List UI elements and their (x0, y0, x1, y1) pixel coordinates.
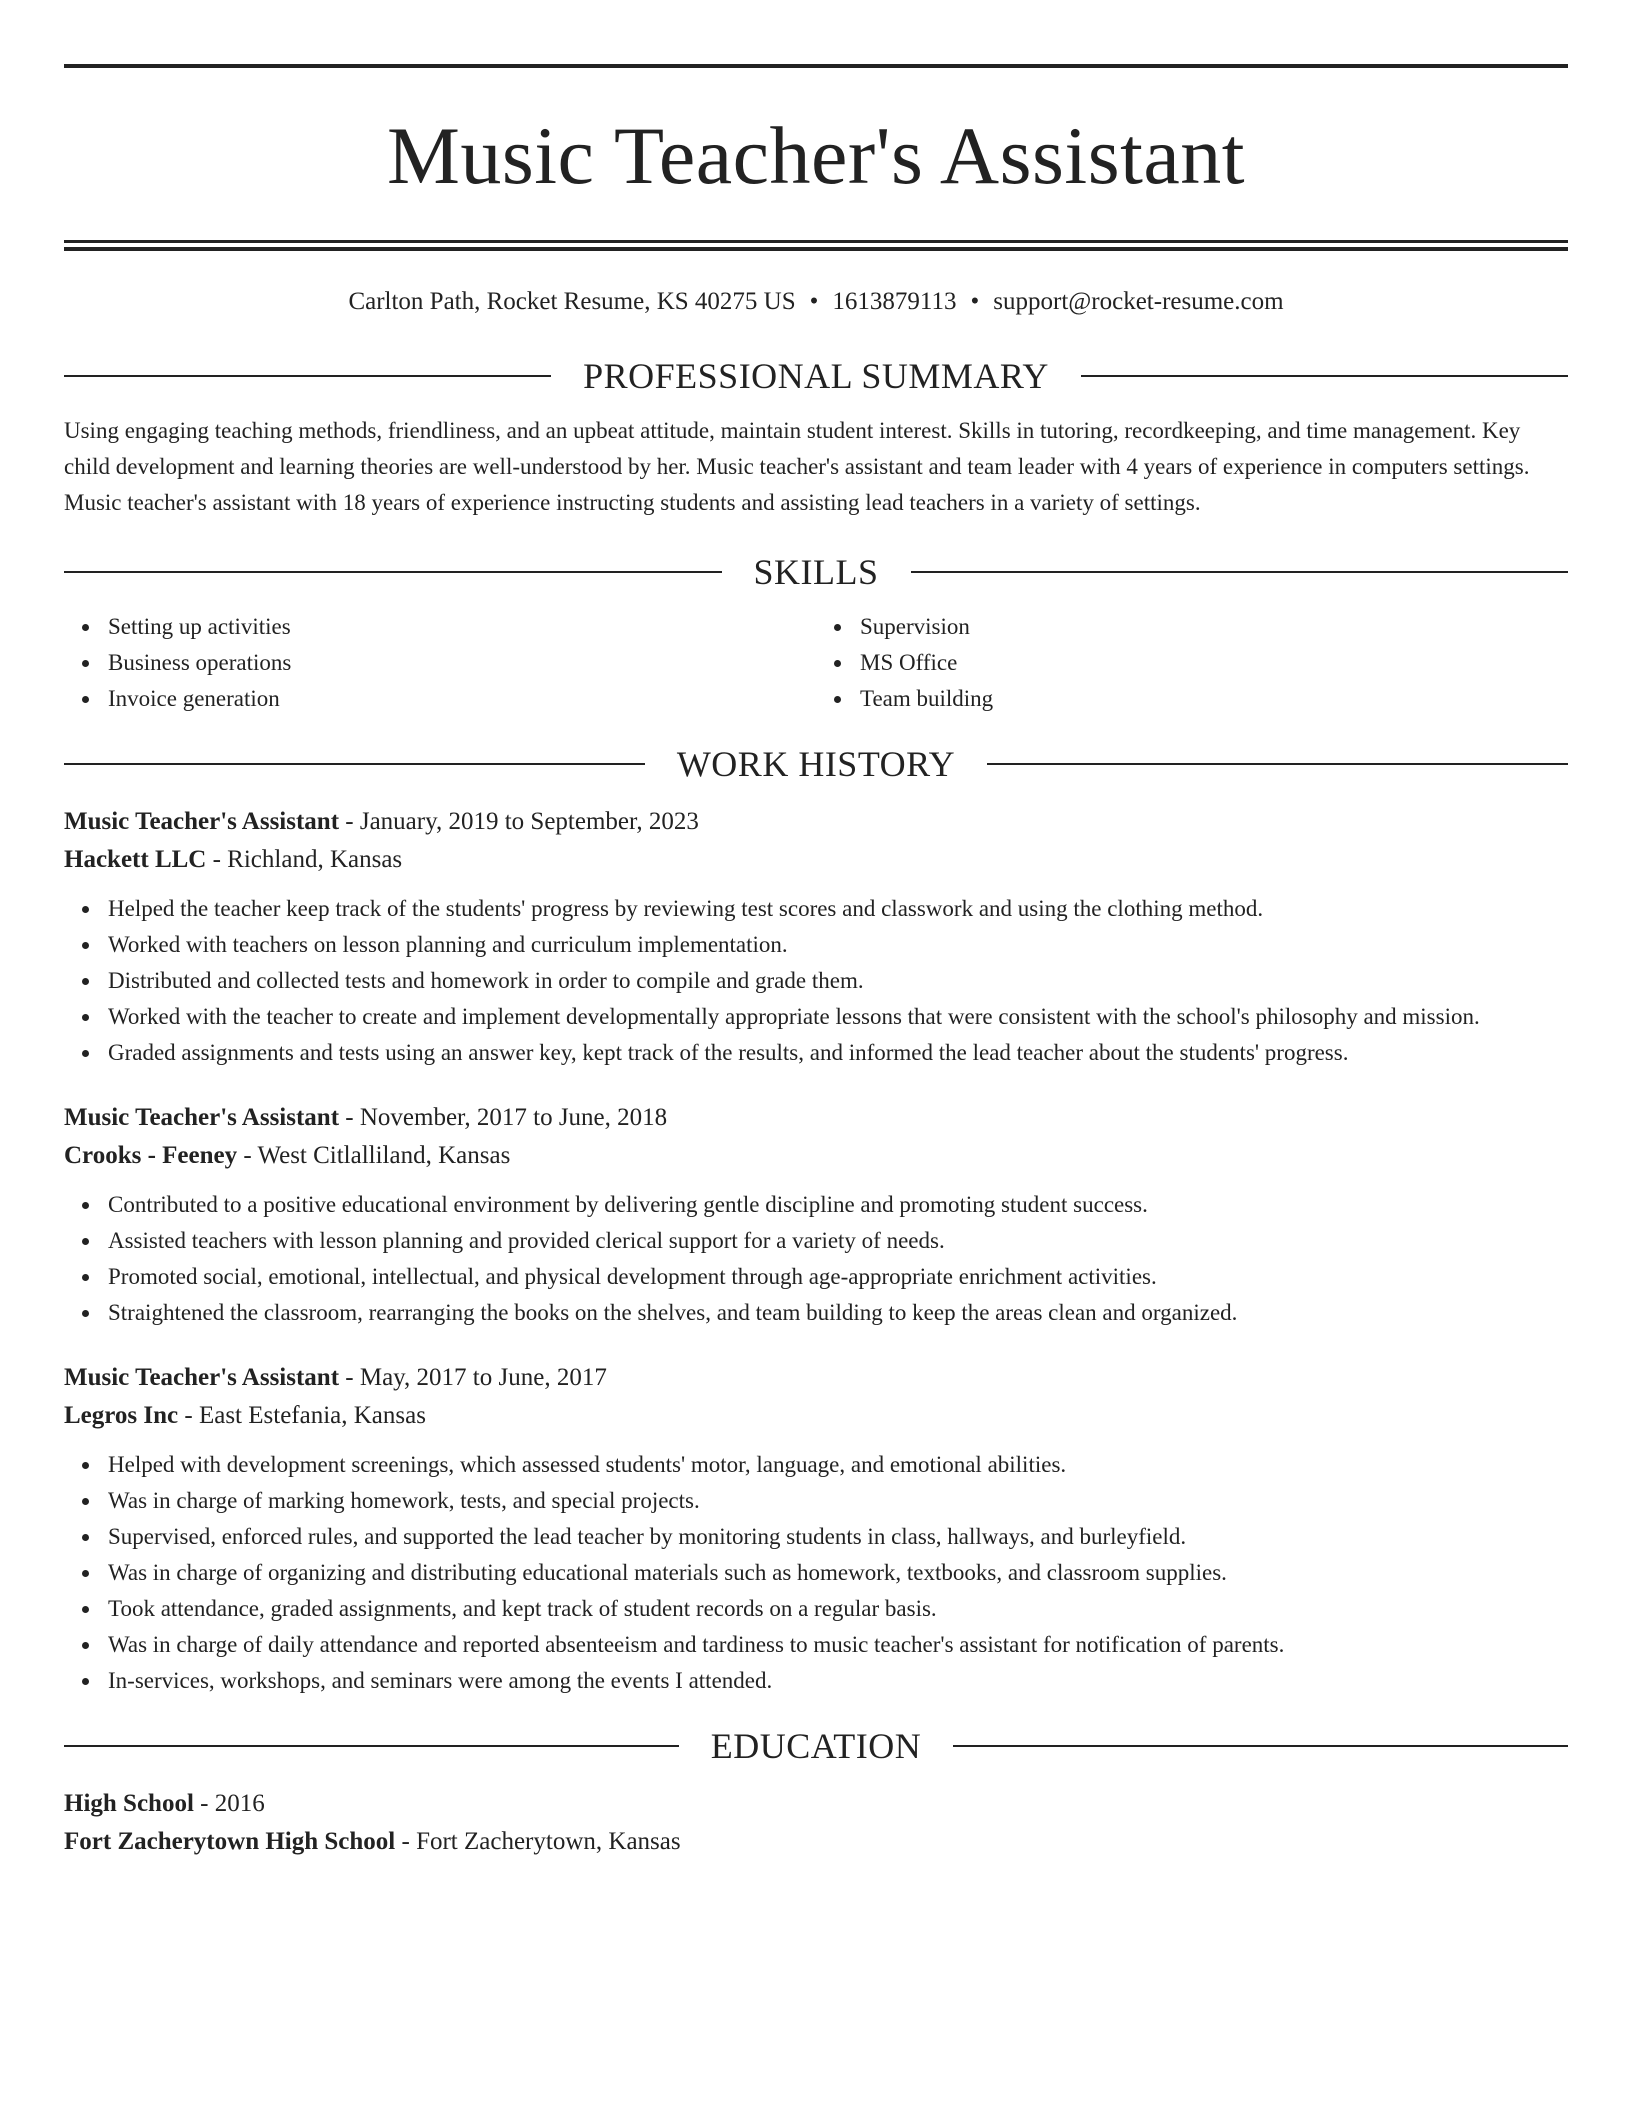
job-dates: - January, 2019 to September, 2023 (339, 808, 699, 835)
job-title-line (64, 1099, 1568, 1137)
education-school-line (64, 1823, 1568, 1861)
skills-grid (64, 609, 1568, 717)
job-bullet: Assisted teachers with lesson planning and provided clerical support for a variety of needs. (108, 1223, 1568, 1259)
contact-separator: • (970, 288, 980, 315)
job-dates: - November, 2017 to June, 2018 (339, 1104, 668, 1131)
job-title: Music Teacher's Assistant (64, 808, 340, 835)
job-bullet: Worked with teachers on lesson planning and curriculum implementation. (108, 927, 1568, 963)
job-company: Legros Inc (64, 1402, 179, 1429)
contact-line (64, 285, 1568, 319)
contact-email: support@rocket-resume.com (993, 288, 1284, 315)
job-bullet: Was in charge of organizing and distributing educational materials such as homework, textbooks, and classroom supplies. (108, 1555, 1568, 1591)
skill-item: Invoice generation (108, 681, 816, 717)
heading-rule-right (911, 571, 1569, 573)
resume-title: Music Teacher's Assistant (386, 110, 1246, 201)
skills-heading-row (64, 549, 1568, 595)
resume-page (64, 64, 1568, 1861)
job-company: Crooks - Feeney (64, 1142, 238, 1169)
job-bullet: Straightened the classroom, rearranging the books on the shelves, and team building to keep the areas clean and organized. (108, 1295, 1568, 1331)
job-bullet: Promoted social, emotional, intellectual, and physical development through age-appropriate enrichment activities. (108, 1259, 1568, 1295)
job-company-line (64, 1137, 1568, 1175)
skill-item: Setting up activities (108, 609, 816, 645)
job-entry (64, 1099, 1568, 1331)
work-heading: WORK HISTORY (676, 744, 956, 784)
job-title: Music Teacher's Assistant (64, 1364, 340, 1391)
heading-rule-right (987, 763, 1568, 765)
job-bullet: In-services, workshops, and seminars were among the events I attended. (108, 1663, 1568, 1699)
contact-phone: 1613879113 (832, 288, 957, 315)
job-bullet: Was in charge of daily attendance and reported absenteeism and tardiness to music teacher's assistant for notification of parents. (108, 1627, 1568, 1663)
heading-rule-right (953, 1745, 1568, 1747)
job-title-line (64, 1359, 1568, 1397)
summary-heading: PROFESSIONAL SUMMARY (583, 356, 1049, 396)
job-company-line (64, 1397, 1568, 1435)
job-bullet: Supervised, enforced rules, and supported the lead teacher by monitoring students in class, hallways, and burleyfield. (108, 1519, 1568, 1555)
skills-column-right (816, 609, 1568, 717)
job-company-line (64, 841, 1568, 879)
heading-rule-right (1081, 375, 1568, 377)
skill-item: Team building (860, 681, 1568, 717)
job-bullet: Was in charge of marking homework, tests, and special projects. (108, 1483, 1568, 1519)
job-bullet: Helped with development screenings, which assessed students' motor, language, and emotional abilities. (108, 1447, 1568, 1483)
summary-text: Using engaging teaching methods, friendliness, and an upbeat attitude, maintain student interest. Skills in tutoring, recordkeeping, and time management. Key child development and learning theories are well-understood by her. Music teacher's assistant and team leader with 4 years of experience in computers settings. Music teacher's assistant with 18 years of experience instructing students and assisting lead teachers in a variety of settings. (64, 418, 1530, 515)
skill-item: MS Office (860, 645, 1568, 681)
job-dates: - May, 2017 to June, 2017 (339, 1364, 607, 1391)
job-bullet: Worked with the teacher to create and implement developmentally appropriate lessons that were consistent with the school's philosophy and mission. (108, 999, 1568, 1035)
heading-rule-left (64, 1745, 679, 1747)
job-location: - East Estefania, Kansas (178, 1402, 426, 1429)
skills-column-left (64, 609, 816, 717)
skill-item: Business operations (108, 645, 816, 681)
skills-heading: SKILLS (753, 552, 879, 592)
education-year: - 2016 (193, 1790, 265, 1817)
job-entry (64, 1359, 1568, 1699)
education-heading: EDUCATION (710, 1726, 922, 1766)
job-title: Music Teacher's Assistant (64, 1104, 340, 1131)
job-location: - West Citlalliland, Kansas (237, 1142, 511, 1169)
job-bullet: Contributed to a positive educational environment by delivering gentle discipline and promoting student success. (108, 1187, 1568, 1223)
heading-rule-left (64, 375, 551, 377)
top-rule (64, 64, 1568, 68)
job-location: - Richland, Kansas (206, 846, 403, 873)
job-bullets (64, 1447, 1568, 1699)
job-bullet: Took attendance, graded assignments, and kept track of student records on a regular basis. (108, 1591, 1568, 1627)
job-bullets (64, 891, 1568, 1071)
education-degree-line (64, 1785, 1568, 1823)
title-double-rule (64, 240, 1568, 251)
job-bullets (64, 1187, 1568, 1331)
skill-item: Supervision (860, 609, 1568, 645)
education-school: Fort Zacherytown High School (64, 1828, 396, 1855)
job-entry (64, 803, 1568, 1071)
education-location: - Fort Zacherytown, Kansas (395, 1828, 681, 1855)
job-bullet: Helped the teacher keep track of the students' progress by reviewing test scores and classwork and using the clothing method. (108, 891, 1568, 927)
job-company: Hackett LLC (64, 846, 207, 873)
contact-separator: • (809, 288, 819, 315)
contact-address: Carlton Path, Rocket Resume, KS 40275 US (348, 288, 796, 315)
education-heading-row (64, 1723, 1568, 1769)
job-bullet: Graded assignments and tests using an answer key, kept track of the results, and informed the lead teacher about the students' progress. (108, 1035, 1568, 1071)
job-title-line (64, 803, 1568, 841)
job-bullet: Distributed and collected tests and homework in order to compile and grade them. (108, 963, 1568, 999)
education-degree: High School (64, 1790, 194, 1817)
work-heading-row (64, 741, 1568, 787)
summary-heading-row (64, 353, 1568, 399)
heading-rule-left (64, 763, 645, 765)
heading-rule-left (64, 571, 722, 573)
